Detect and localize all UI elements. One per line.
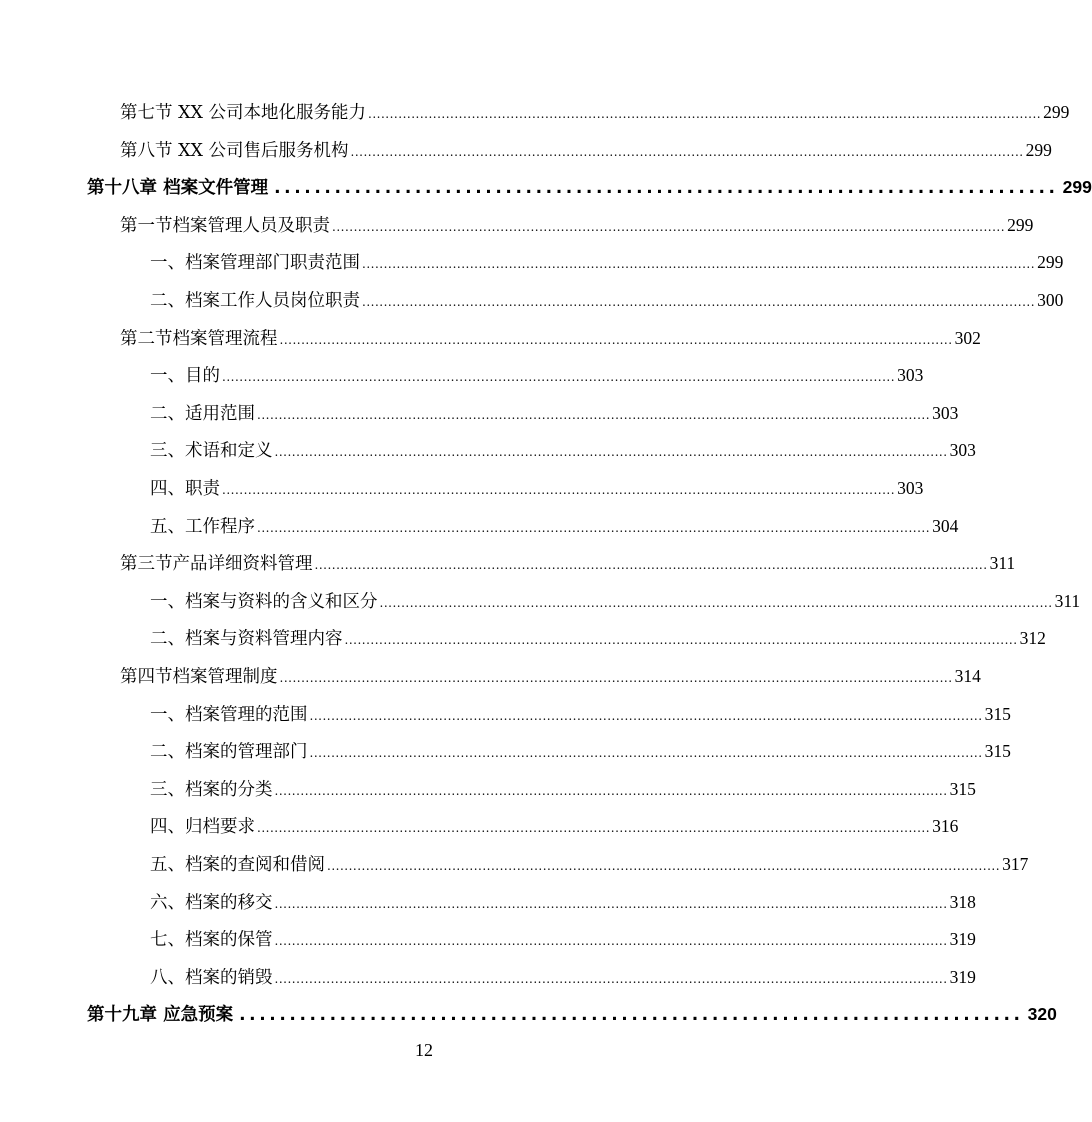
toc-entry[interactable]	[150, 811, 959, 841]
toc-entry-label: 三、档案的分类	[150, 779, 273, 800]
toc-entry[interactable]	[150, 962, 976, 992]
toc-entry-page: 299	[1025, 139, 1052, 160]
toc-entry-label: 二、适用范围	[150, 403, 255, 424]
toc-entry-page: 304	[932, 515, 959, 536]
toc-entry-label: 五、档案的查阅和借阅	[150, 855, 325, 875]
toc-entry[interactable]	[120, 135, 1052, 165]
toc-dot-leader: ............................................................................................................................................................	[257, 407, 931, 422]
toc-dot-leader: ............................................................................................................................................................	[362, 257, 1036, 272]
toc-entry-page: 319	[949, 929, 976, 950]
toc-entry-label: 一、档案管理的范围	[150, 704, 308, 725]
toc-entry[interactable]	[150, 511, 959, 541]
toc-entry[interactable]	[150, 435, 976, 465]
toc-entry-label: 二、档案的管理部门	[150, 742, 308, 763]
toc-entry-label: 四、归档要求	[150, 817, 255, 838]
toc-dot-leader: ............................................................................................................................................................	[274, 896, 948, 911]
toc-entry-page: 303	[897, 478, 924, 498]
toc-dot-leader: ............................................................................................................................................................	[257, 520, 931, 535]
toc-chapter-entry[interactable]	[87, 172, 1092, 202]
toc-dot-leader: ............................................................................................................................................................	[222, 370, 896, 385]
toc-entry-label: 一、目的	[150, 366, 220, 387]
toc-entry-label: 二、档案与资料管理内容	[150, 629, 343, 650]
toc-dot-leader: ............................................................................................................................................................	[332, 219, 1006, 234]
toc-entry-label: 三、术语和定义	[150, 441, 273, 462]
toc-entry[interactable]	[150, 398, 959, 428]
toc-entry-label: 第四节档案管理制度	[120, 667, 278, 687]
toc-entry[interactable]	[150, 849, 1029, 879]
toc-entry[interactable]	[150, 774, 976, 804]
toc-entry-page: 315	[984, 703, 1011, 724]
toc-entry-label: 一、档案与资料的含义和区分	[150, 591, 378, 612]
toc-entry-page: 299	[1062, 177, 1092, 198]
toc-entry-page: 302	[954, 327, 981, 348]
toc-entry-label: 第一节档案管理人员及职责	[120, 215, 330, 236]
toc-dot-leader: ............................................................................................................................................................	[257, 821, 931, 836]
toc-dot-leader: ............................................................................................................................................................	[309, 708, 983, 723]
toc-entry[interactable]	[120, 97, 1070, 127]
toc-entry-page: 315	[949, 778, 976, 799]
toc-entry[interactable]	[120, 661, 981, 691]
toc-entry-label: 第三节产品详细资料管理	[120, 554, 313, 575]
toc-entry-label: 六、档案的移交	[150, 892, 273, 913]
toc-entry-label: 七、档案的保管	[150, 930, 273, 951]
toc-dot-leader: ............................................................................................................................................................	[309, 746, 983, 761]
toc-dot-leader: ............................................................................................................................................................	[274, 971, 948, 986]
toc-entry-label: 第十八章 档案文件管理	[87, 178, 269, 199]
toc-entry[interactable]	[120, 548, 1016, 578]
toc-entry-page: 299	[1043, 102, 1070, 122]
toc-entry-page: 299	[1007, 214, 1034, 235]
toc-dot-leader: ............................................................................................................................................................	[350, 144, 1024, 159]
toc-entry-page: 312	[1019, 628, 1046, 649]
toc-entry-label: 八、档案的销毁	[150, 967, 273, 988]
toc-entry-page: 319	[949, 966, 976, 987]
toc-dot-leader: ............................................................................................................................................................	[222, 483, 896, 497]
toc-entry-page: 317	[1002, 854, 1029, 874]
toc-entry[interactable]	[150, 473, 924, 503]
toc-dot-leader: ............................................................................................................................................................	[379, 595, 1053, 610]
toc-dot-leader: ............................................................................................................................................................	[327, 859, 1001, 873]
toc-entry[interactable]	[150, 360, 924, 390]
toc-dot-leader: ..............................................................................	[274, 178, 1059, 199]
toc-entry-page: 311	[1054, 590, 1081, 611]
toc-entry[interactable]	[150, 623, 1046, 653]
toc-dot-leader: ............................................................................................................................................................	[344, 633, 1018, 648]
toc-dot-leader: ..............................................................................	[239, 1005, 1024, 1026]
toc-entry-page: 315	[984, 741, 1011, 762]
toc-entry-label: 第十九章 应急预案	[87, 1005, 234, 1026]
toc-entry-page: 300	[1037, 290, 1064, 310]
toc-entry-page: 303	[949, 440, 976, 461]
toc-dot-leader: ............................................................................................................................................................	[314, 558, 988, 573]
toc-entry-label: 五、工作程序	[150, 516, 255, 537]
toc-entry[interactable]	[150, 887, 976, 917]
toc-dot-leader: ............................................................................................................................................................	[279, 332, 953, 347]
toc-entry-page: 320	[1027, 1004, 1057, 1025]
toc-entry[interactable]	[150, 586, 1081, 616]
toc-entry[interactable]	[150, 247, 1064, 277]
page-number: 12	[415, 1040, 433, 1060]
toc-entry-label: 二、档案工作人员岗位职责	[150, 291, 360, 311]
toc-entry[interactable]	[150, 699, 1011, 729]
toc-entry[interactable]	[150, 736, 1011, 766]
toc-entry-label: 四、职责	[150, 479, 220, 499]
toc-entry-page: 314	[954, 666, 981, 686]
toc-entry[interactable]	[120, 210, 1034, 240]
toc-entry[interactable]	[150, 924, 976, 954]
toc-dot-leader: ............................................................................................................................................................	[274, 783, 948, 798]
toc-dot-leader: ............................................................................................................................................................	[274, 934, 948, 949]
toc-entry-page: 318	[949, 891, 976, 912]
toc-entry-label: 第二节档案管理流程	[120, 328, 278, 349]
toc-entry-page: 303	[897, 365, 924, 386]
toc-dot-leader: ............................................................................................................................................................	[274, 445, 948, 460]
toc-dot-leader: ............................................................................................................................................................	[368, 107, 1042, 121]
toc-dot-leader: ............................................................................................................................................................	[279, 671, 953, 685]
toc-entry-page: 299	[1037, 252, 1064, 273]
toc-entry-label: 一、档案管理部门职责范围	[150, 253, 360, 274]
toc-entry-page: 316	[932, 816, 959, 837]
toc-entry-page: 311	[989, 553, 1016, 574]
toc-entry-label: 第七节 XX 公司本地化服务能力	[120, 103, 367, 123]
toc-chapter-entry[interactable]	[87, 999, 1057, 1029]
toc-entry-page: 303	[932, 402, 959, 423]
toc-dot-leader: ............................................................................................................................................................	[362, 295, 1036, 309]
toc-entry[interactable]	[150, 285, 1064, 315]
toc-entry-label: 第八节 XX 公司售后服务机构	[120, 140, 349, 161]
toc-entry[interactable]	[120, 323, 981, 353]
